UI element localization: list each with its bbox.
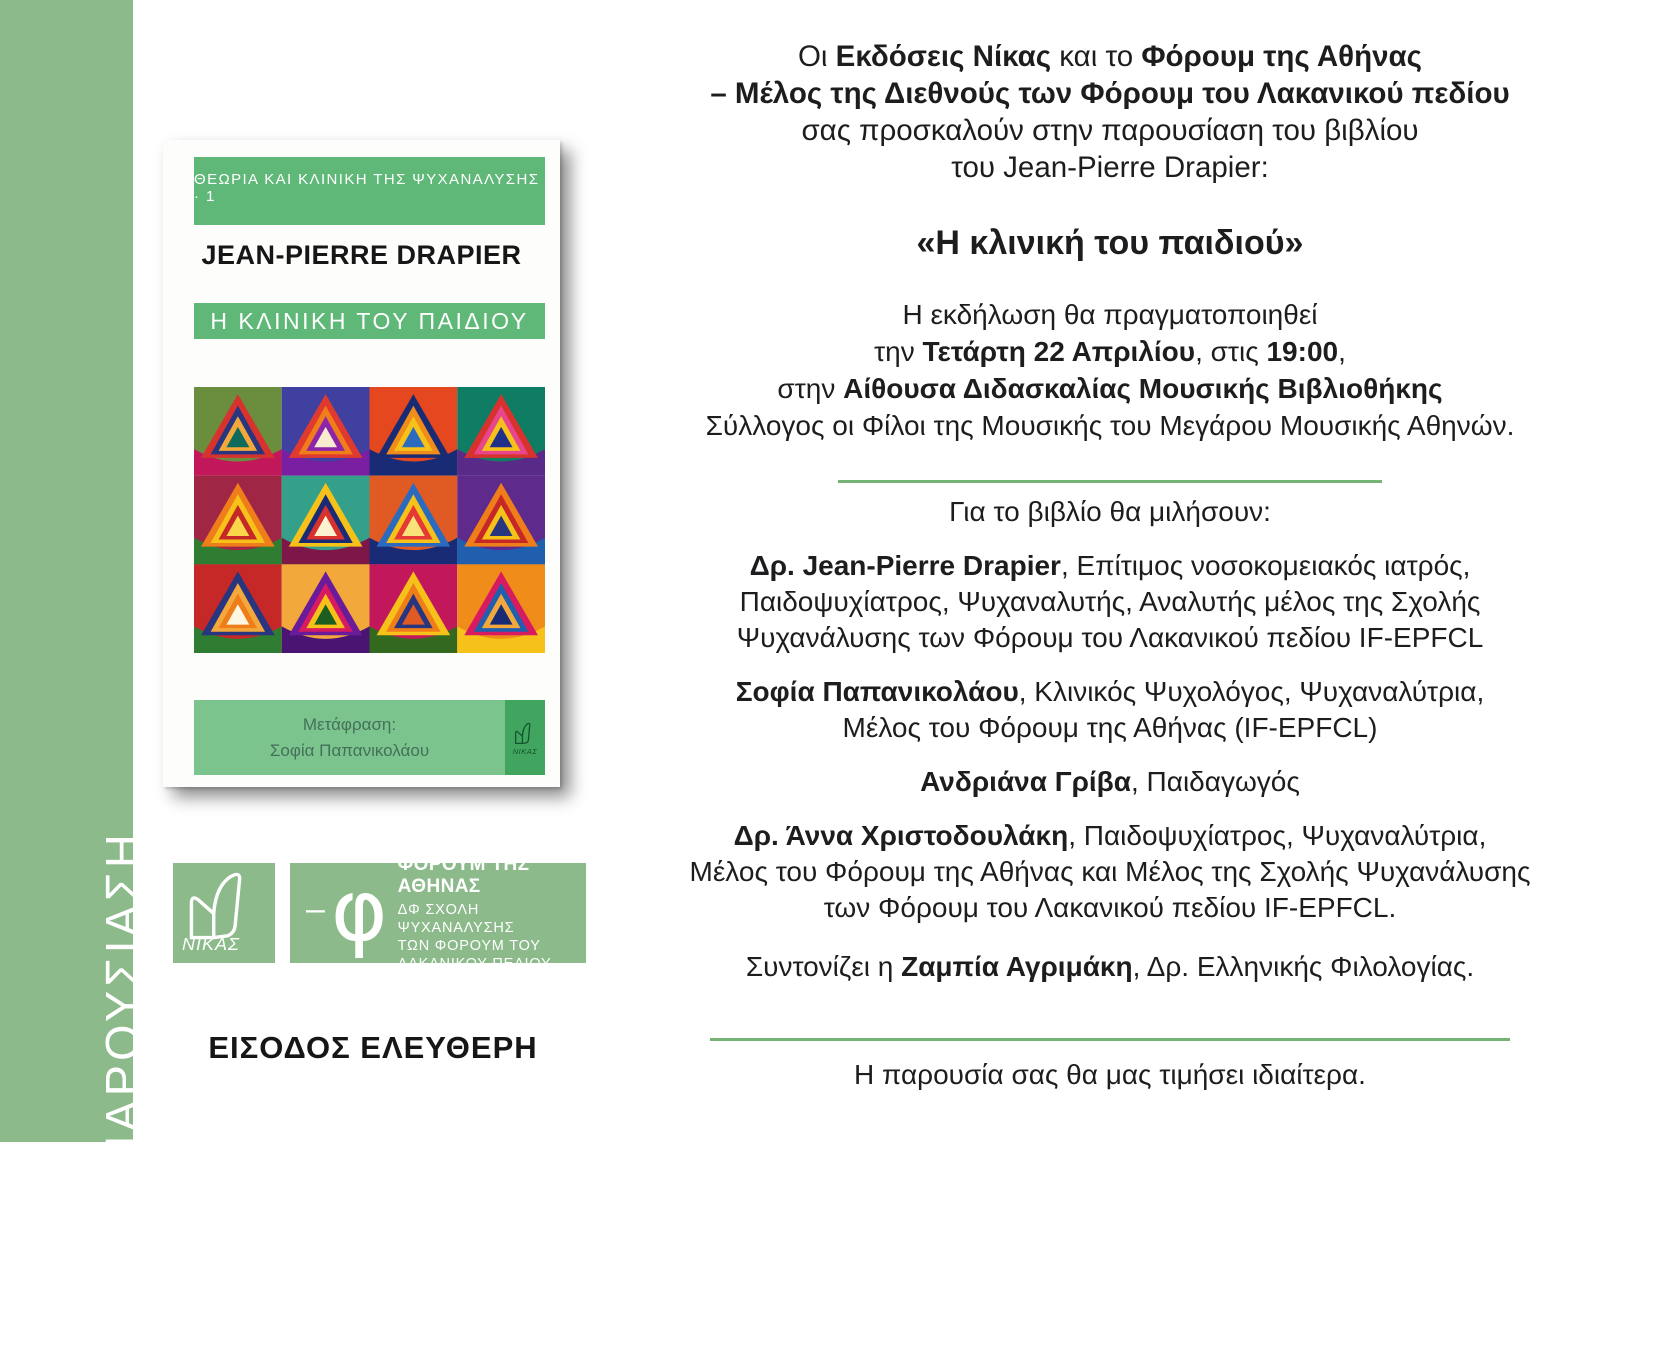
cover-artwork: [194, 387, 545, 653]
invitation-line: Σύλλογος οι Φίλοι της Μουσικής του Μεγάρου Μουσικής Αθηνών.: [705, 410, 1515, 441]
invitation-line: την Τετάρτη 22 Απριλίου, στις 19:00,: [874, 336, 1346, 367]
nikas-logo: [173, 863, 275, 963]
event-details: [620, 296, 1600, 444]
speakers-list: [620, 548, 1600, 926]
invitation-line: Ανδριάνα Γρίβα, Παιδαγωγός: [920, 766, 1300, 797]
invitation-line: σας προσκαλούν στην παρουσίαση του βιβλίου: [801, 114, 1419, 147]
speaker-block: [620, 548, 1600, 656]
moderator-line: [620, 948, 1600, 985]
invitation-line: του Jean-Pierre Drapier:: [951, 151, 1269, 184]
free-entry-label: ΕΙΣΟΔΟΣ ΕΛΕΥΘΕΡΗ: [208, 1030, 538, 1065]
nikas-bird-icon: [512, 720, 538, 746]
sidebar-band: [0, 0, 148, 1350]
book-title-banner: Η ΚΛΙΝΙΚΗ ΤΟΥ ΠΑΙΔΙΟΥ: [194, 303, 545, 339]
forum-text: [398, 854, 586, 973]
forum-line: ΤΩΝ ΦΟΡΟΥΜ ΤΟΥ: [397, 937, 541, 954]
forum-line: ΛΑΚΑΝΙΚΟΥ ΠΕΔΙΟΥ: [397, 955, 552, 972]
invitation-line: Δρ. Jean-Pierre Drapier, Επίτιμος νοσοκομειακός ιατρός,: [749, 550, 1471, 581]
invitation-line: Ψυχανάλυσης των Φόρουμ του Λακανικού πεδίου IF-EPFCL: [736, 622, 1484, 653]
translation-label: Μετάφραση:: [302, 714, 397, 734]
invitation-intro: [620, 38, 1600, 186]
invitation-column: [620, 0, 1600, 1093]
invitation-line: των Φόρουμ του Λακανικού πεδίου IF-EPFCL.: [823, 892, 1397, 923]
phi-icon: φ: [330, 861, 388, 961]
speaker-block: [620, 818, 1600, 926]
invitation-line: Σοφία Παπανικολάου, Κλινικός Ψυχολόγος, Ψυχαναλύτρια,: [735, 676, 1485, 707]
invitation-line: Η εκδήλωση θα πραγματοποιηθεί: [902, 299, 1318, 330]
invitation-line: Συντονίζει η Ζαμπία Αγριμάκη, Δρ. Ελληνικής Φιλολογίας.: [745, 951, 1475, 982]
separator-line: [710, 1038, 1510, 1041]
invitation-line: Οι Εκδόσεις Νίκας και το Φόρουμ της Αθήνας: [797, 40, 1423, 73]
separator-line: [838, 480, 1382, 483]
closing-line: Η παρουσία σας θα μας τιμήσει ιδιαίτερα.: [854, 1059, 1366, 1090]
nikas-logo-label: ΝΙΚΑΣ: [182, 934, 240, 954]
speakers-heading: Για το βιβλίο θα μιλήσουν:: [949, 496, 1271, 527]
speaker-block: [620, 764, 1600, 800]
translation-text: [194, 700, 505, 775]
forum-logo: [290, 853, 586, 972]
publisher-mark-small: [505, 700, 545, 775]
invitation-line: Μέλος του Φόρουμ της Αθήνας και Μέλος της Σχολής Ψυχανάλυσης: [689, 856, 1531, 887]
presented-book-title: «Η κλινική του παιδιού»: [916, 224, 1304, 262]
book-author: JEAN-PIERRE DRAPIER: [201, 240, 522, 270]
nikas-bird-icon: [181, 869, 267, 941]
forum-line: ΔΦ ΣΧΟΛΗ ΨΥΧΑΝΑΛΥΣΗΣ: [397, 901, 515, 936]
speaker-block: [620, 674, 1600, 746]
forum-dash: –: [306, 890, 325, 928]
invitation-line: στην Αίθουσα Διδασκαλίας Μουσικής Βιβλιοθήκης: [777, 373, 1443, 404]
publisher-mini-name: ΝΙΚΑΣ: [512, 746, 538, 756]
sidebar-label: ΒΙΒΛΙΟΠΑΡΟΥΣΙΑΣΗ: [95, 830, 148, 1350]
translation-banner: [194, 700, 545, 775]
invitation-line: Δρ. Άννα Χριστοδουλάκη, Παιδοψυχίατρος, Ψυχαναλύτρια,: [733, 820, 1487, 851]
forum-title: ΦΟΡΟΥΜ ΤΗΣ ΑΘΗΝΑΣ: [397, 853, 530, 897]
book-cover: [163, 140, 560, 787]
invitation-line: Μέλος του Φόρουμ της Αθήνας (IF-EPFCL): [842, 712, 1378, 743]
invitation-line: Παιδοψυχίατρος, Ψυχαναλυτής, Αναλυτής μέλος της Σχολής: [739, 586, 1481, 617]
translator-name: Σοφία Παπανικολάου: [269, 740, 430, 760]
invitation-line: – Μέλος της Διεθνούς των Φόρουμ του Λακανικού πεδίου: [710, 77, 1510, 110]
series-banner: ΘΕΩΡΙΑ ΚΑΙ ΚΛΙΝΙΚΗ ΤΗΣ ΨΥΧΑΝΑΛΥΣΗΣ · 1: [194, 157, 545, 225]
